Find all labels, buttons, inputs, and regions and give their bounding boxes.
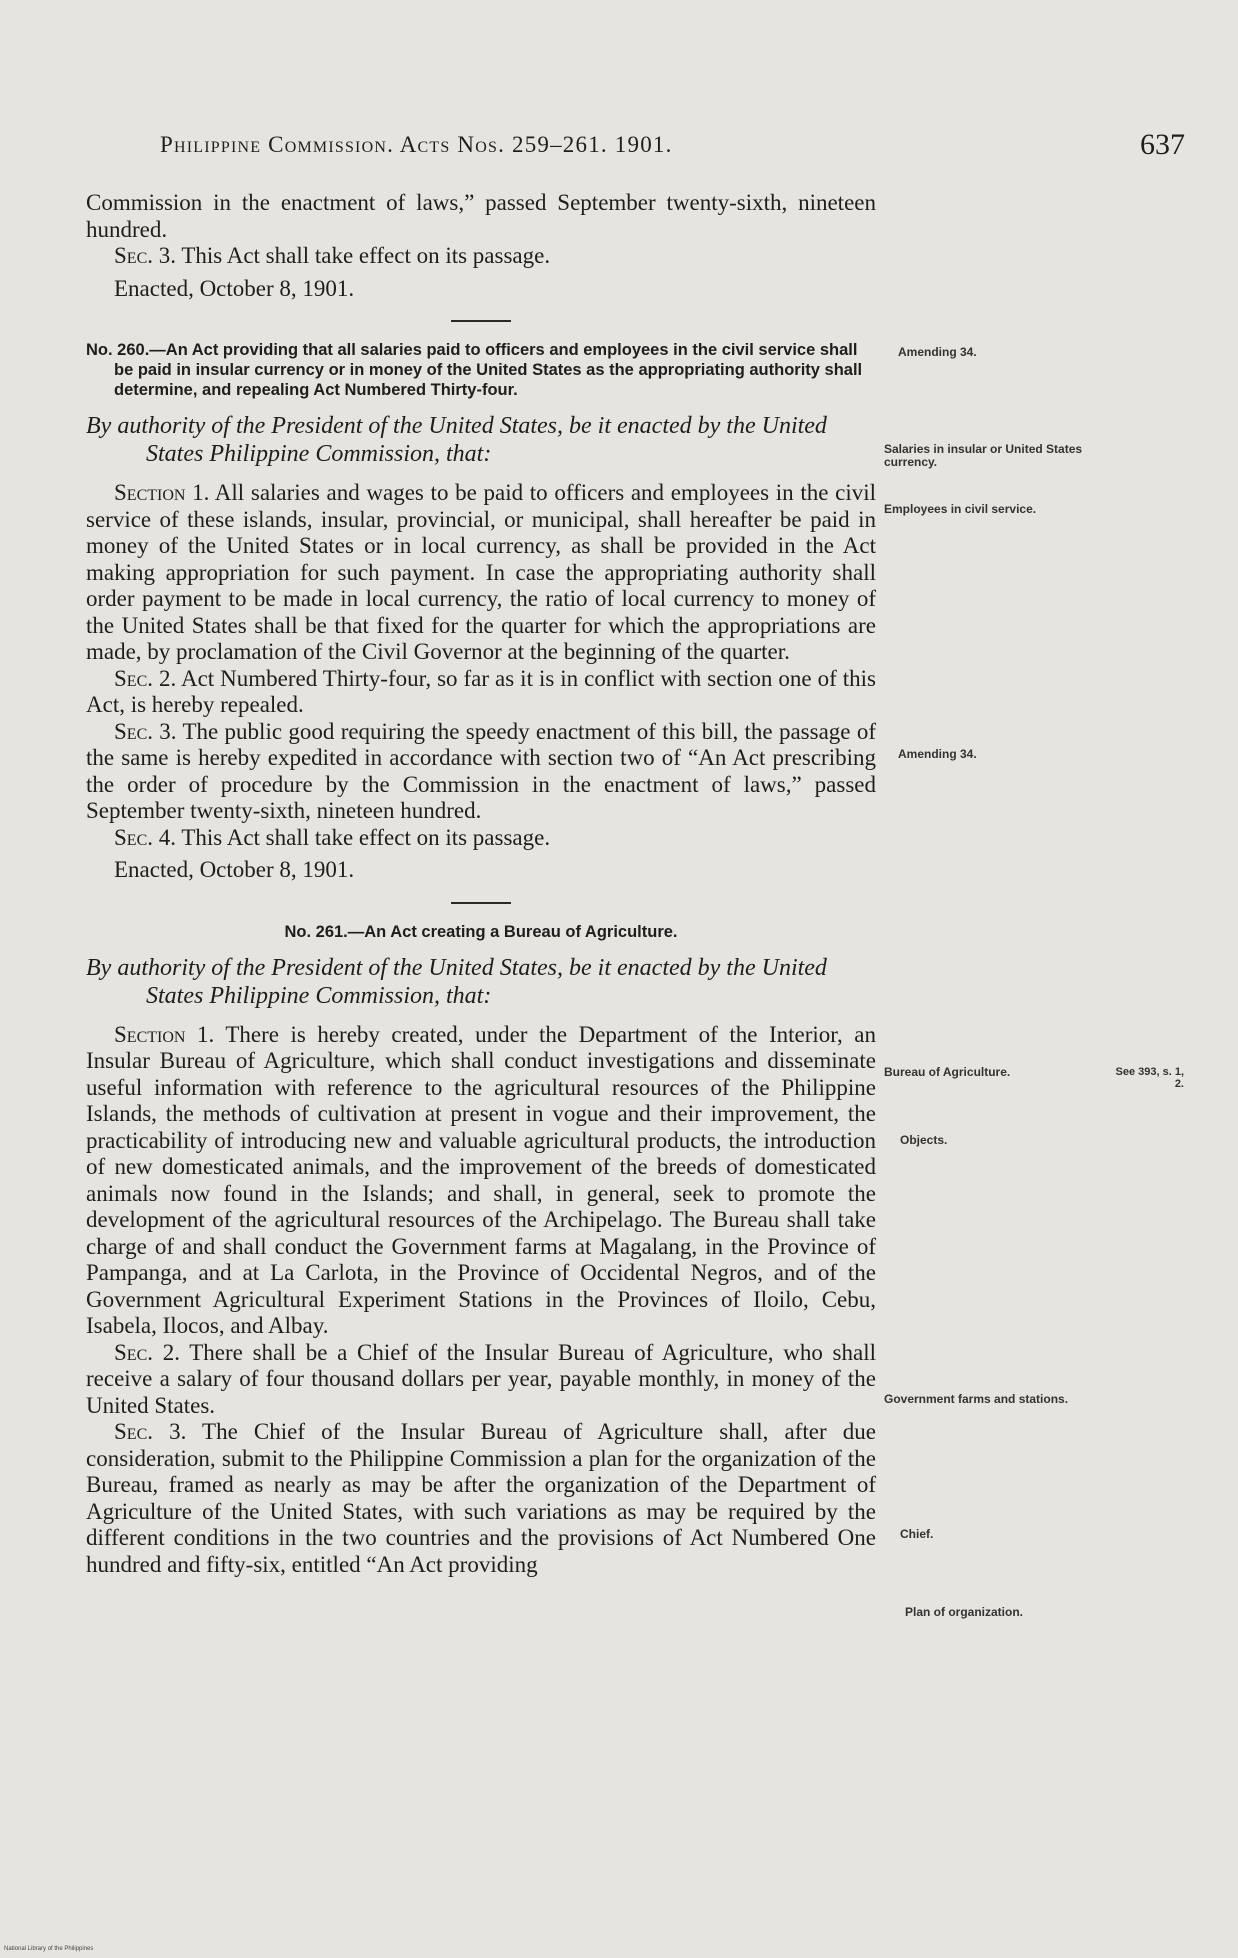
section-label: Sec. 3.: [114, 1419, 187, 1444]
page-header: [160, 128, 1185, 172]
act260-enacting-clause: By authority of the President of the United States, be it enacted by the United States Philippine Commission, that:: [86, 413, 827, 467]
running-head: Philippine Commission. Acts Nos. 259–261. 1901.: [160, 132, 673, 157]
act260-title: No. 260.—An Act providing that all salaries paid to officers and employees in the civil service shall be paid in insular currency or in money of the United States as the appropriating authority shall determine, and repealing Act Numbered Thirty-four.: [86, 341, 863, 399]
margin-note-government-farms: Government farms and stations.: [884, 1392, 1069, 1406]
main-text: [86, 190, 876, 1578]
margin-note-salaries: Salaries in insular or United States currency.: [884, 442, 1083, 469]
act259-enacted: Enacted, October 8, 1901.: [114, 275, 355, 301]
act261-enacting-clause: By authority of the President of the United States, be it enacted by the United States Philippine Commission, that:: [86, 954, 827, 1009]
section-label: Sec. 3.: [114, 243, 176, 268]
section-text: There is hereby created, under the Department of the Interior, an Insular Bureau of Agriculture, which shall conduct investigations and disseminate useful information with reference to the agricultural resources of the Philippine Islands, the methods of cultivation at present in vogue and their improvement, the practicability of introducing new and valuable agricultural products, the introduction of new domesticated animals, and the improvement of the breeds of domesticated animals now found in the Islands; and shall, in general, seek to promote the development of the agricultural resources of the Archipelago. The Bureau shall take charge of and shall conduct the Government farms at Magalang, in the Province of Pampanga, and at La Carlota, in the Province of Occidental Negros, and of the Government Agricultural Experiment Stations in the Provinces of Iloilo, Cebu, Isabela, Ilocos, and Albay.: [86, 1021, 876, 1338]
act260-section-2: [86, 666, 876, 719]
act261-title: No. 261.—An Act creating a Bureau of Agriculture.: [284, 922, 678, 941]
section-text: All salaries and wages to be paid to officers and employees in the civil service of these islands, insular, provincial, or municipal, shall hereafter be paid in money of the United States or in local currency, as shall be provided in the Act making appropriation for such payment. In case the appropriating authority shall order payment to be made in local currency, the ratio of local currency to money of the United States shall be that fixed for the quarter for which the appropriations are made, by proclamation of the Civil Governor at the beginning of the quarter.: [86, 480, 876, 664]
section-divider: [451, 320, 511, 322]
section-text: This Act shall take effect on its passage.: [176, 824, 551, 850]
section-text: There shall be a Chief of the Insular Bureau of Agriculture, who shall receive a salary of four thousand dollars per year, payable monthly, in money of the United States.: [86, 1339, 876, 1418]
section-text: The Chief of the Insular Bureau of Agriculture shall, after due consideration, submit to the Philippine Commission a plan for the organization of the Bureau, framed as nearly as may be after the organization of the Department of Agriculture of the United States, with such variations as may be required by the different conditions in the two countries and the provisions of Act Numbered One hundred and fifty-six, entitled “An Act providing: [86, 1419, 876, 1577]
act261-section-1: [86, 1022, 876, 1340]
margin-note-amending-34: Amending 34.: [898, 345, 977, 359]
section-text: This Act shall take effect on its passage.: [176, 243, 551, 268]
act260-enacted: Enacted, October 8, 1901.: [114, 857, 355, 882]
page-number: 637: [1140, 128, 1185, 161]
section-label: Sec. 2.: [114, 1339, 180, 1365]
section-text: Act Numbered Thirty-four, so far as it is in conflict with section one of this Act, is hereby repealed.: [86, 665, 876, 717]
section-label: Sec. 4.: [114, 824, 176, 850]
margin-note-bureau: Bureau of Agriculture.: [884, 1065, 1011, 1079]
margin-note-amending-34-second: Amending 34.: [898, 747, 977, 761]
section-divider: [451, 902, 511, 904]
act260-section-3: [86, 719, 876, 825]
act260-section-1: [86, 480, 876, 666]
margin-note-employees: Employees in civil service.: [884, 502, 1037, 516]
margin-note-plan-of-organization: Plan of organization.: [905, 1605, 1024, 1619]
margin-note-chief: Chief.: [900, 1527, 934, 1541]
section-label: Section 1.: [114, 480, 210, 505]
act259-section-3: [86, 243, 876, 270]
act259-continuation: Commission in the enactment of laws,” passed September twenty-sixth, nineteen hundred.: [86, 190, 876, 242]
section-label: Sec. 3.: [114, 718, 177, 744]
margin-note-objects: Objects.: [900, 1133, 948, 1147]
margin-cross-reference: See 393, s. 1, 2.: [1115, 1066, 1184, 1090]
act260-section-4: [86, 825, 876, 852]
source-credit: National Library of the Philippines: [4, 1946, 94, 1952]
act261-section-3: [86, 1419, 876, 1578]
section-label: Sec. 2.: [114, 665, 177, 691]
section-text: The public good requiring the speedy enactment of this bill, the passage of the same is hereby expedited in accordance with section two of “An Act prescribing the order of procedure by the Commission in the enactment of laws,” passed September twenty-sixth, nineteen hundred.: [86, 718, 876, 823]
section-label: Section 1.: [114, 1021, 215, 1047]
act261-section-2: [86, 1340, 876, 1420]
